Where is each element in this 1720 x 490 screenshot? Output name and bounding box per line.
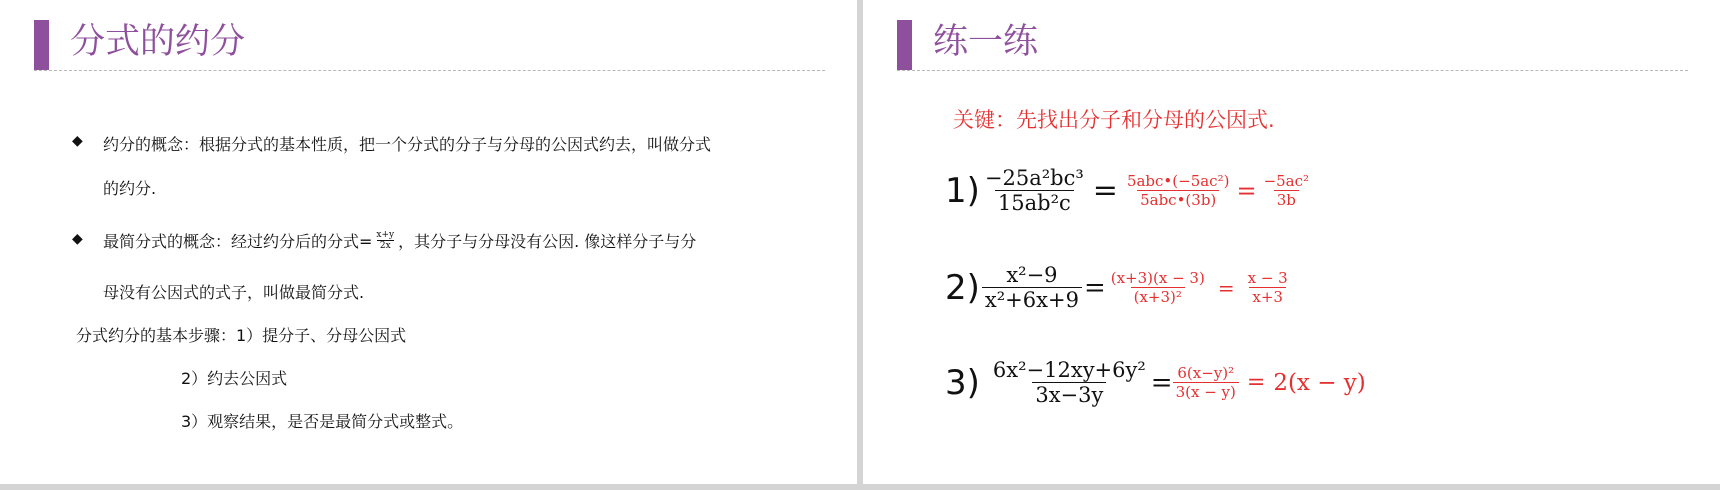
page-title: 练一练: [933, 22, 1039, 62]
lhs-numerator: 6x²−12xy+6y²: [992, 358, 1146, 382]
title-accent-bar: [34, 20, 49, 70]
lhs-denominator: x²+6x+9: [982, 287, 1082, 312]
equation-2-lhs: [982, 263, 1082, 312]
equation-3: [945, 358, 1366, 407]
result-denominator: 3b: [1274, 190, 1299, 209]
equation-2-label: 2): [945, 267, 980, 308]
equation-1: [945, 166, 1312, 215]
mid-numerator: 5abc•(−5ac²): [1126, 172, 1230, 190]
bullet2-line1: [103, 229, 696, 252]
example-denominator: 2x: [377, 240, 394, 251]
diamond-bullet-icon: ◆: [72, 133, 83, 149]
lhs-denominator: 3x−3y: [1032, 382, 1106, 407]
bullet2-suffix: ，其分子与分母没有公因. 像这样分子与分: [398, 232, 697, 251]
equation-1-lhs: [982, 166, 1087, 215]
equation-1-label: 1): [945, 170, 980, 211]
mid-numerator: 6(x−y)²: [1177, 364, 1235, 382]
mid-denominator: 5abc•(3b): [1137, 190, 1219, 209]
equation-1-middle: [1124, 172, 1233, 209]
steps-line3: 3）观察结果，是否是最简分式或整式。: [181, 412, 464, 431]
bullet2-line2: 母没有公因式的式子，叫做最简分式.: [103, 283, 365, 302]
equals-sign: =: [1150, 367, 1173, 398]
equation-3-lhs: [990, 358, 1149, 407]
lhs-denominator: 15ab²c: [995, 190, 1074, 215]
title-accent-bar: [897, 20, 912, 70]
page-title: 分式的约分: [70, 22, 246, 62]
equation-2: [945, 263, 1291, 312]
equation-2-middle: [1108, 269, 1208, 306]
title-divider: [34, 70, 825, 71]
equals-sign: =: [1217, 275, 1235, 300]
lhs-numerator: x²−9: [1006, 263, 1058, 287]
bullet2-prefix: 最简分式的概念：经过约分后的分式=: [103, 232, 373, 251]
equation-3-result: 2(x − y): [1273, 369, 1366, 396]
lhs-numerator: −25a²bc³: [984, 166, 1084, 190]
result-numerator: −5ac²: [1263, 172, 1310, 190]
diamond-bullet-icon: ◆: [72, 231, 83, 247]
bullet1-line1: 约分的概念：根据分式的基本性质，把一个分式的分子与分母的公因式约去，叫做分式: [103, 135, 712, 154]
equals-sign: =: [1246, 370, 1266, 395]
mid-numerator: (x+3)(x − 3): [1110, 269, 1205, 287]
result-denominator: x+3: [1249, 287, 1286, 306]
example-numerator: x+y: [376, 230, 395, 240]
steps-line1: 分式约分的基本步骤：1）提分子、分母公因式: [76, 326, 407, 345]
mid-denominator: 3(x − y): [1173, 382, 1239, 401]
steps-line2: 2）约去公因式: [181, 369, 288, 388]
equation-2-result: [1245, 269, 1291, 306]
slide-practice: [863, 0, 1720, 484]
title-divider: [897, 70, 1688, 71]
equation-1-result: [1261, 172, 1312, 209]
equals-sign: =: [1236, 176, 1257, 205]
equals-sign: =: [1083, 272, 1106, 303]
slide-simplification-concepts: [0, 0, 857, 484]
key-hint: 关键：先找出分子和分母的公因式.: [953, 108, 1275, 132]
equation-3-middle: [1173, 364, 1239, 401]
result-numerator: x − 3: [1247, 269, 1288, 287]
equals-sign: =: [1092, 173, 1118, 208]
mid-denominator: (x+3)²: [1131, 287, 1185, 306]
simplest-fraction-example: [373, 230, 397, 251]
equation-3-label: 3): [945, 362, 980, 403]
bullet1-line2: 的约分.: [103, 179, 157, 198]
